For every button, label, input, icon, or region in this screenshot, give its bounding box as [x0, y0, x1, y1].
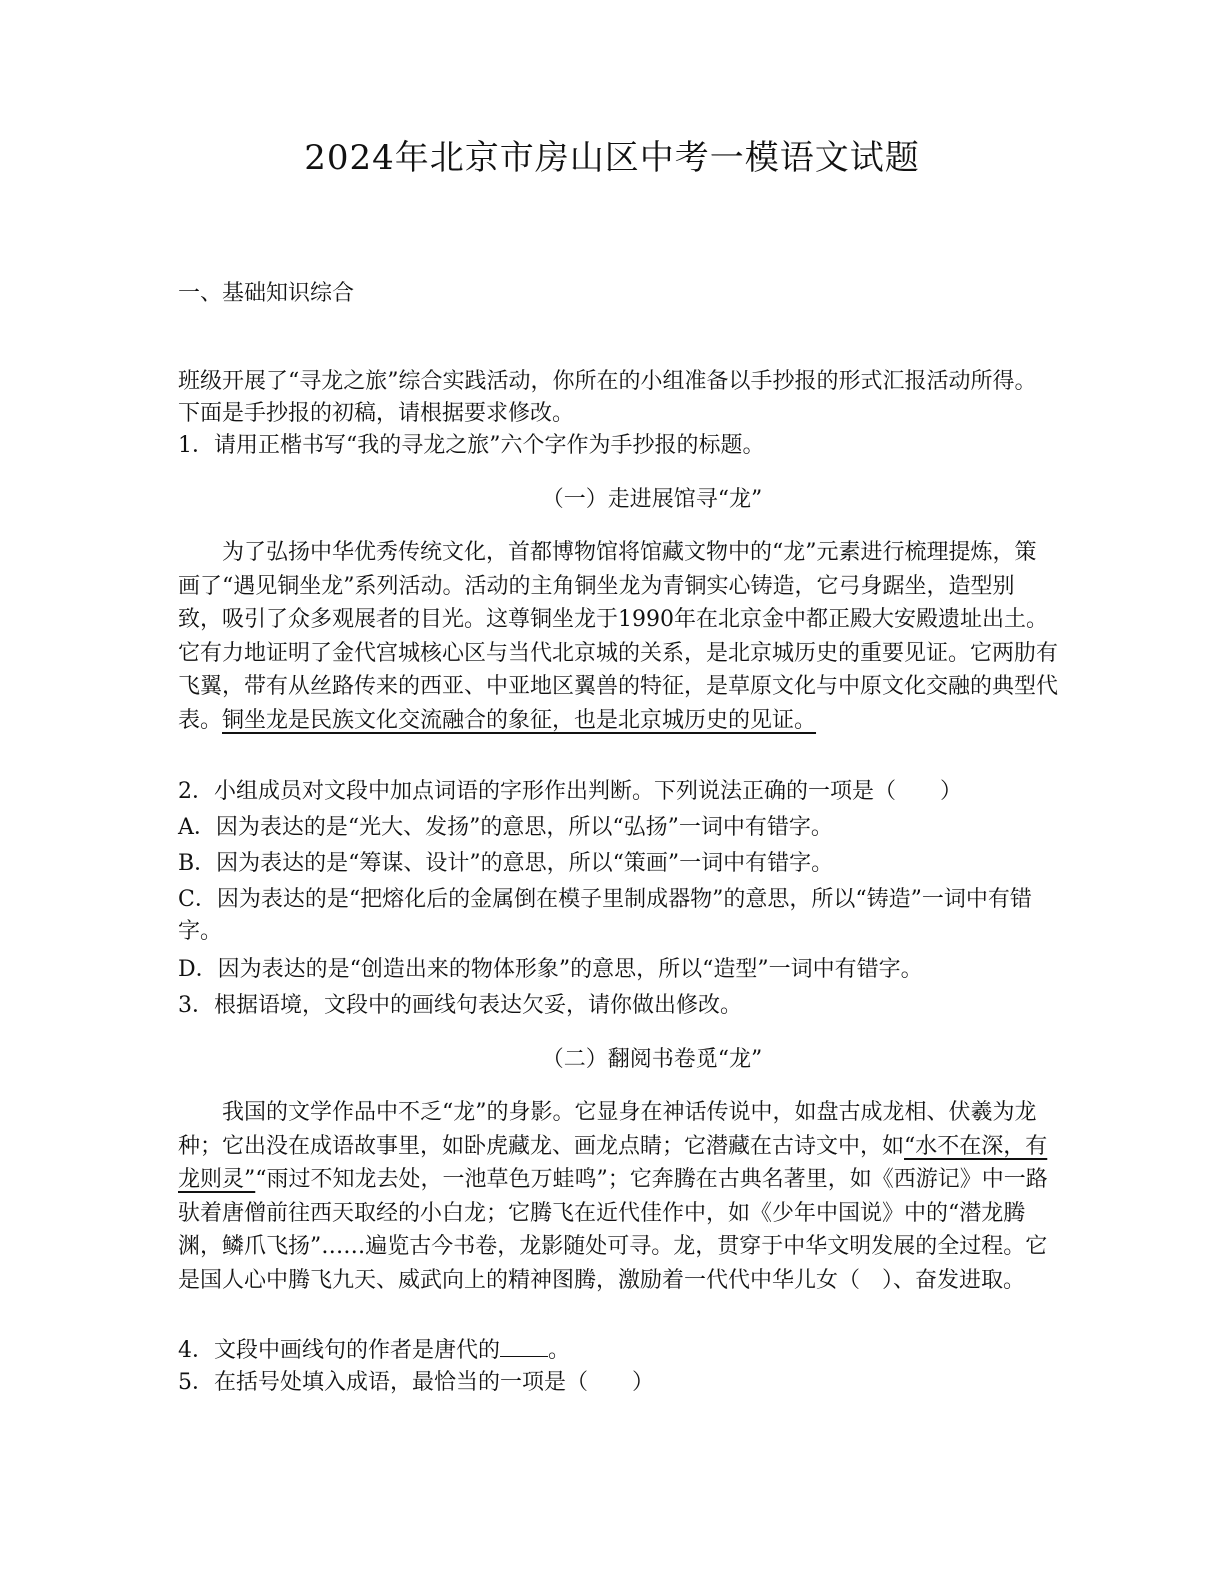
- part-2-paragraph: [178, 1096, 1058, 1297]
- question-1: [178, 430, 1058, 462]
- option-b: B．因为表达的是“筹谋、设计”的意思，所以“策画”一词中有错字。: [178, 851, 834, 876]
- question-5: 5．在括号处填入成语，最恰当的一项是（ ）: [178, 1370, 654, 1395]
- question-1-text: 1．请用正楷书写“我的寻龙之旅”六个字作为手抄报的标题。: [178, 433, 765, 458]
- part-1-paragraph: [178, 536, 1058, 737]
- option-d: D．因为表达的是“创造出来的物体形象”的意思，所以“造型”一词中有错字。: [178, 957, 923, 982]
- underlined-sentence: 铜坐龙是民族文化交流融合的象征，也是北京城历史的见证。: [222, 707, 817, 733]
- question-4: [178, 1334, 1058, 1367]
- page-title: 2024年北京市房山区中考一模语文试题: [304, 138, 920, 178]
- questions-4-5: [178, 1334, 1058, 1399]
- part-2-text-a: 我国的文学作品中不乏“龙”的身影。它显身在神话传说中，如盘古成龙相、伏羲为龙种；它出没在成语故事里，如卧虎藏龙、画龙点睛；它潜藏在古诗文中，如: [178, 1100, 1037, 1159]
- answer-blank: [500, 1334, 548, 1357]
- question-2: [178, 774, 1058, 1024]
- part-2-text-b: “雨过不知龙去处，一池草色万蛙鸣”；它奔腾在古典名著里，如《西游记》中一路驮着唐僧前往西天取经的小白龙；它腾飞在近代佳作中，如《少年中国说》中的“潜龙腾渊，鳞爪飞扬”……遍览古今书卷，龙影随处可寻。龙，贯穿于中华文明发展的全过程。它是国人心中腾飞九天、威武向上的精神图腾，激励着一代代中华儿女（ ）、奋发进取。: [178, 1167, 1048, 1293]
- question-4-text: 4．文段中画线句的作者是唐代的: [178, 1338, 500, 1363]
- part-1-text: [178, 536, 1058, 737]
- option-a: A．因为表达的是“光大、发扬”的意思，所以“弘扬”一词中有错字。: [178, 815, 833, 840]
- part-2-heading: （二）翻阅书卷觅“龙”: [541, 1047, 763, 1072]
- part-1-main-text: 为了弘扬中华优秀传统文化，首都博物馆将馆藏文物中的“龙”元素进行梳理提炼，策画了“遇见铜坐龙”系列活动。活动的主角铜坐龙为青铜实心铸造，它弓身踞坐，造型别致，吸引了众多观展者的目光。这尊铜坐龙于1990年在北京金中都正殿大安殿遗址出土。它有力地证明了金代宫城核心区与当代北京城的关系，是北京城历史的重要见证。它两肋有飞翼，带有从丝路传来的西亚、中亚地区翼兽的特征，是草原文化与中原文化交融的典型代表。: [178, 540, 1059, 733]
- intro-paragraph: [178, 366, 1058, 430]
- underlined-quote: “水不在深，有龙则灵”: [178, 1133, 1048, 1192]
- option-c: C．因为表达的是“把熔化后的金属倒在模子里制成器物”的意思，所以“铸造”一词中有错字。: [178, 887, 1032, 944]
- part-2-text: [178, 1096, 1058, 1297]
- part-1-heading: （一）走进展馆寻“龙”: [541, 487, 763, 512]
- intro-text: 班级开展了“寻龙之旅”综合实践活动，你所在的小组准备以手抄报的形式汇报活动所得。下面是手抄报的初稿，请根据要求修改。: [178, 369, 1037, 426]
- section-heading: 一、基础知识综合: [178, 281, 355, 306]
- question-3: 3．根据语境，文段中的画线句表达欠妥，请你做出修改。: [178, 993, 742, 1018]
- question-2-stem: 2．小组成员对文段中加点词语的字形作出判断。下列说法正确的一项是（ ）: [178, 779, 962, 804]
- question-4-end: 。: [548, 1338, 571, 1363]
